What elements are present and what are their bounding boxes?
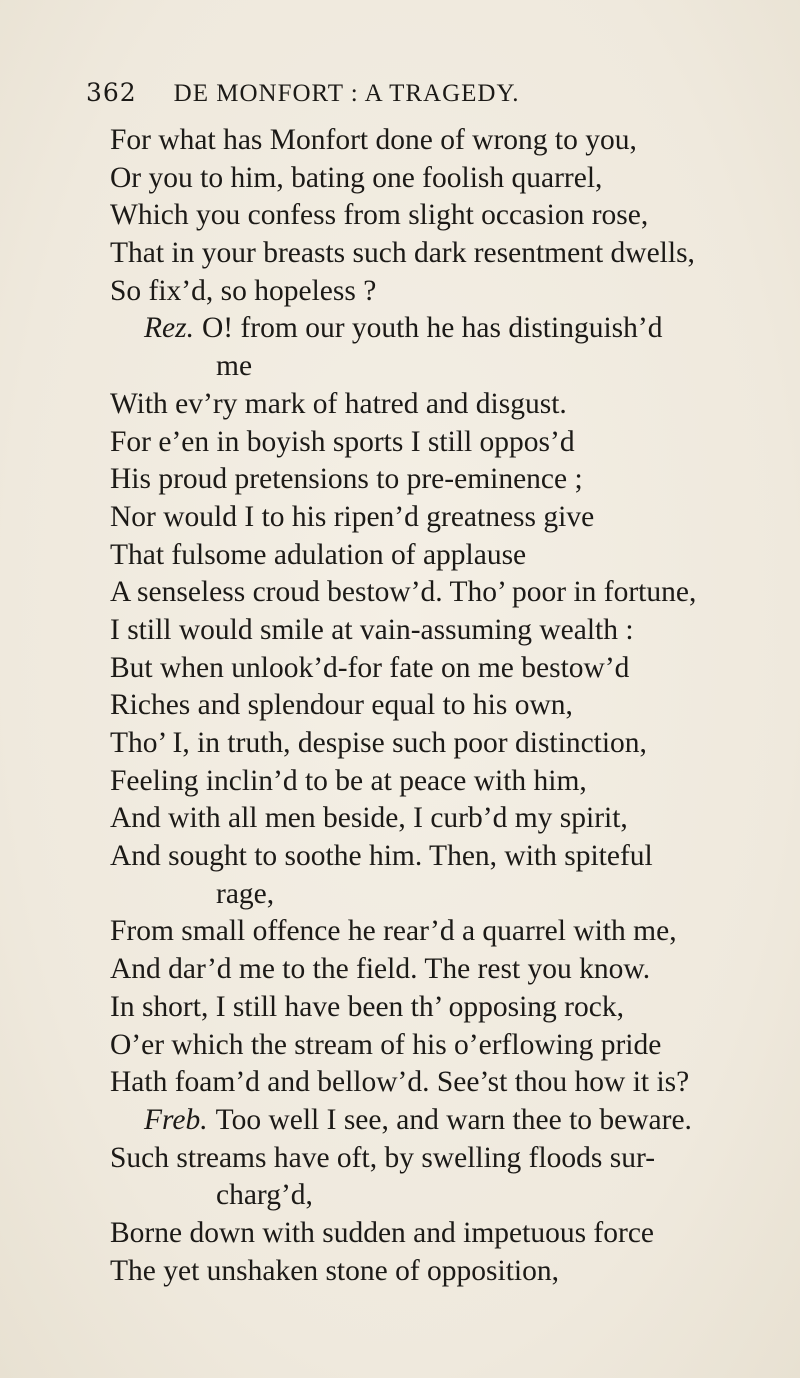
line-text: That fulsome adulation of applause <box>110 538 527 571</box>
line-text: O’er which the stream of his o’erflowing pride <box>110 1028 662 1061</box>
page-number: 362 <box>86 78 137 107</box>
line-text: Which you confess from slight occasion rose, <box>110 199 649 232</box>
line-text: So fix’d, so hopeless ? <box>110 274 377 307</box>
verse-line <box>110 650 760 688</box>
line-text: I still would smile at vain-assuming wealth : <box>110 613 634 646</box>
verse-line <box>110 273 760 311</box>
verse-line <box>110 951 760 989</box>
line-text: Nor would I to his ripen’d greatness give <box>110 500 595 533</box>
verse-line <box>110 197 760 235</box>
verse-line <box>110 574 760 612</box>
verse-line <box>110 235 760 273</box>
verse-line <box>110 838 760 876</box>
line-text: Such streams have oft, by swelling floods sur- <box>110 1141 656 1174</box>
line-text: Or you to him, bating one foolish quarrel, <box>110 161 603 194</box>
verse-line <box>110 1177 760 1215</box>
line-text: And sought to soothe him. Then, with spiteful <box>110 840 653 873</box>
line-text: For what has Monfort done of wrong to you, <box>110 124 637 156</box>
line-text: Feeling inclin’d to be at peace with him, <box>110 764 587 797</box>
verse-line <box>110 1215 760 1253</box>
line-text: In short, I still have been th’ opposing rock, <box>110 990 624 1023</box>
line-text: And dar’d me to the field. The rest you know. <box>110 953 651 986</box>
verse-line <box>110 122 760 160</box>
verse-line <box>110 1140 760 1178</box>
verse-line <box>110 461 760 499</box>
line-text: The yet unshaken stone of opposition, <box>110 1254 559 1287</box>
verse-line <box>110 876 760 914</box>
line-text: But when unlook’d-for fate on me bestow’d <box>110 651 630 684</box>
line-text: Borne down with sudden and impetuous force <box>110 1216 655 1249</box>
verse-line <box>110 687 760 725</box>
line-text: And with all men beside, I curb’d my spirit, <box>110 802 628 835</box>
verse-line <box>110 160 760 198</box>
verse-line <box>110 499 760 537</box>
verse-line <box>110 989 760 1027</box>
line-text: That in your breasts such dark resentment dwells, <box>110 237 695 270</box>
verse-line <box>110 310 760 348</box>
line-text: For e’en in boyish sports I still oppos’d <box>110 425 575 458</box>
verse-line <box>110 913 760 951</box>
line-text: Too well I see, and warn thee to beware. <box>215 1103 692 1136</box>
running-title: DE MONFORT : A TRAGEDY. <box>173 80 520 107</box>
line-text: His proud pretensions to pre-eminence ; <box>110 463 583 496</box>
line-text: Tho’ I, in truth, despise such poor distinction, <box>110 727 647 759</box>
line-text: Riches and splendour equal to his own, <box>110 689 573 722</box>
verse-line <box>110 348 760 386</box>
verse-line <box>110 1027 760 1065</box>
speaker-name: Rez. <box>144 312 194 345</box>
verse-line <box>110 386 760 424</box>
line-text: me <box>216 350 253 383</box>
verse-line <box>110 800 760 838</box>
verse-line <box>110 1253 760 1291</box>
line-text: A senseless croud bestow’d. Tho’ poor in fortune, <box>110 576 697 609</box>
verse-line <box>110 537 760 575</box>
running-header <box>86 78 740 108</box>
verse-line <box>110 1102 760 1140</box>
verse-text <box>110 122 760 1290</box>
verse-line <box>110 612 760 650</box>
verse-line <box>110 763 760 801</box>
line-text: From small offence he rear’d a quarrel with me, <box>110 915 677 948</box>
line-text: charg’d, <box>216 1179 313 1212</box>
verse-line <box>110 424 760 462</box>
line-text: rage, <box>216 877 275 910</box>
verse-line <box>110 725 760 763</box>
line-text: Hath foam’d and bellow’d. See’st thou how it is? <box>110 1066 690 1099</box>
line-text: With ev’ry mark of hatred and disgust. <box>110 387 567 420</box>
line-text: O! from our youth he has distinguish’d <box>201 312 663 345</box>
speaker-name: Freb. <box>144 1103 208 1136</box>
verse-line <box>110 1064 760 1102</box>
